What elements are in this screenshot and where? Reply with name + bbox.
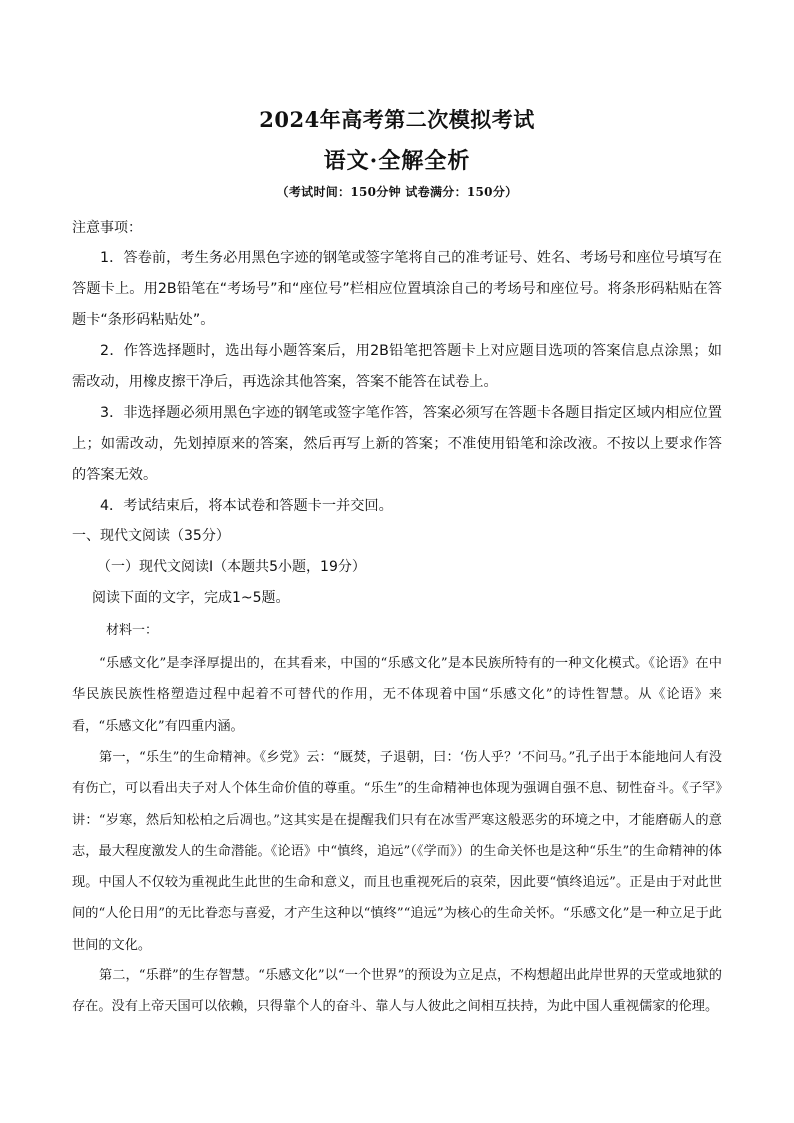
notice-item: 1．答卷前，考生务必用黑色字迹的钢笔或签字笔将自己的准考证号、姓名、考场号和座位号填写在答题卡上。用2B铅笔在“考场号”和“座位号”栏相应位置填涂自己的考场号和座位号。将条形码粘贴在答题卡“条形码粘贴处”。 (72, 250, 722, 328)
notice-item: 3．非选择题必须用黑色字迹的钢笔或签字笔作答，答案必须写在答题卡各题目指定区域内相应位置上；如需改动，先划掉原来的答案，然后再写上新的答案；不准使用铅笔和涂改液。不按以上要求作答的答案无效。 (72, 405, 722, 483)
reading-instruction: 阅读下面的文字，完成1~5题。 (92, 590, 290, 606)
notice-item: 4．考试结束后，将本试卷和答题卡一并交回。 (100, 498, 393, 514)
passage-paragraph: “乐感文化”是李泽厚提出的，在其看来，中国的“乐感文化”是本民族所特有的一种文化模式。《论语》在中华民族民族性格塑造过程中起着不可替代的作用，无不体现着中国“乐感文化”的诗性智慧。从《论语》来看，“乐感文化”有四重内涵。 (72, 656, 722, 734)
notice-heading: 注意事项： (72, 220, 142, 236)
exam-info: （考试时间：150分钟 试卷满分：150分） (276, 185, 518, 199)
page-subtitle: 语文·全解全析 (323, 148, 471, 174)
passage-paragraph: 第一，“乐生”的生命精神。《乡党》云：“厩焚，子退朝，曰：‘伤人乎？’不问马。”孔子出于本能地问人有没有伤亡，可以看出夫子对人个体生命价值的尊重。“乐生”的生命精神也体现为强调自强不息、韧性奋斗。《子罕》讲：“岁寒，然后知松柏之后凋也。”这其实是在提醒我们只有在冰雪严寒这般恶劣的环境之中，才能磨砺人的意志，最大程度激发人的生命潜能。《论语》中“慎终，追远”（《学而》）的生命关怀也是这种“乐生”的生命精神的体现。中国人不仅较为重视此生此世的生命和意义，而且也重视死后的哀荣，因此要“慎终追远”。正是由于对此世间的“人伦日用”的无比眷恋与喜爱，才产生这种以“慎终”“追远”为核心的生命关怀。“乐感文化”是一种立足于此世间的文化。 (72, 750, 722, 953)
subsection-heading: （一）现代文阅读Ⅰ（本题共5小题，19分） (97, 559, 366, 575)
section-heading: 一、现代文阅读（35分） (72, 528, 230, 544)
page-title: 2024年高考第二次模拟考试 (259, 107, 535, 132)
material-label: 材料一： (106, 623, 159, 638)
notice-item: 2．作答选择题时，选出每小题答案后，用2B铅笔把答题卡上对应题目选项的答案信息点涂黑；如需改动，用橡皮擦干净后，再选涂其他答案，答案不能答在试卷上。 (72, 343, 722, 390)
passage-paragraph: 第二，“乐群”的生存智慧。“乐感文化”以“一个世界”的预设为立足点，不构想超出此岸世界的天堂或地狱的存在。没有上帝天国可以依赖，只得靠个人的奋斗、靠人与人彼此之间相互扶持，为此中国人重视儒家的伦理。 (72, 968, 722, 1015)
